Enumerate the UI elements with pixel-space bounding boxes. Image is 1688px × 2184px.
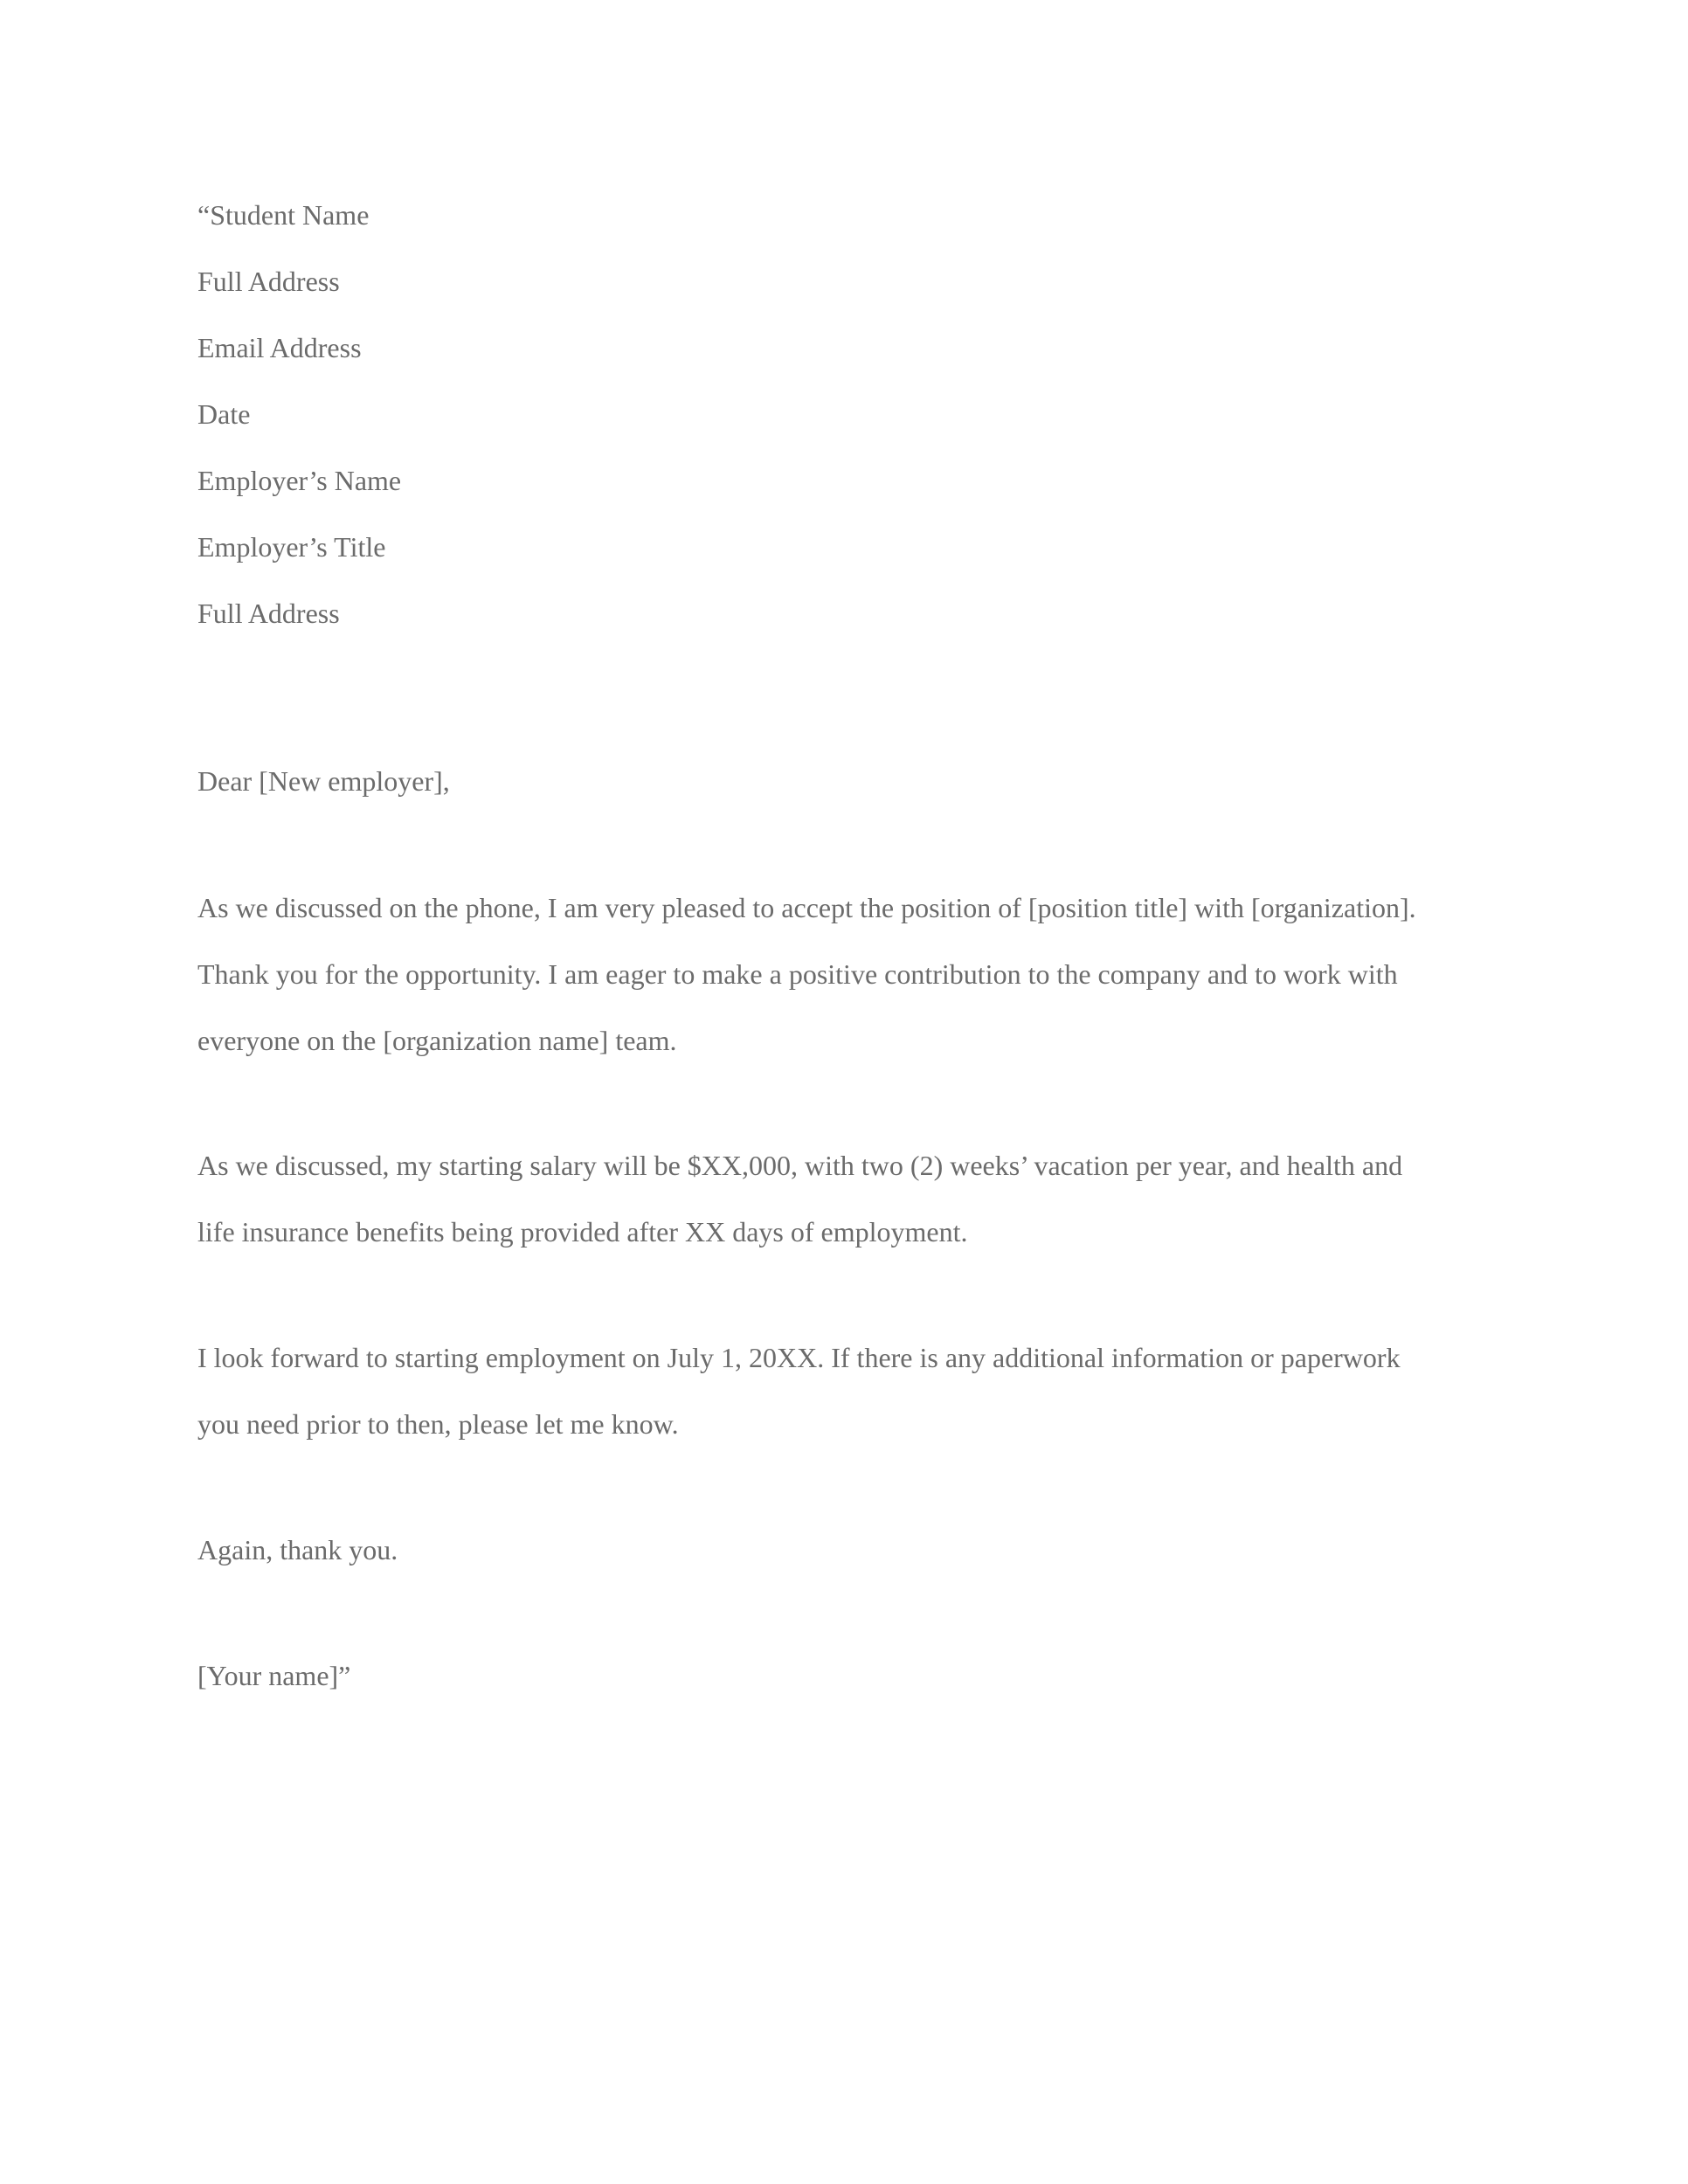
employer-title: Employer’s Title [197, 531, 386, 563]
signature: [Your name]” [197, 1660, 351, 1691]
student-name: “Student Name [197, 199, 370, 231]
employer-name: Employer’s Name [197, 465, 402, 496]
student-email: Email Address [197, 332, 362, 363]
paragraph-3-line-1: I look forward to starting employment on July 1, 20XX. If there is any additional information or paperwork [197, 1342, 1401, 1373]
paragraph-1-line-2: Thank you for the opportunity. I am eager to make a positive contribution to the company and to work with [197, 958, 1398, 990]
paragraph-3-line-2: you need prior to then, please let me know. [197, 1408, 679, 1440]
paragraph-2-line-1: As we discussed, my starting salary will be $XX,000, with two (2) weeks’ vacation per year, and health and [197, 1150, 1403, 1181]
salutation: Dear [New employer], [197, 765, 450, 797]
paragraph-1-line-3: everyone on the [organization name] team. [197, 1025, 677, 1056]
paragraph-2-line-2: life insurance benefits being provided after XX days of employment. [197, 1216, 968, 1248]
letter-date: Date [197, 398, 251, 430]
student-address: Full Address [197, 266, 340, 297]
paragraph-1-line-1: As we discussed on the phone, I am very pleased to accept the position of [position title] with [organization]. [197, 892, 1416, 923]
closing: Again, thank you. [197, 1534, 398, 1565]
employer-address: Full Address [197, 598, 340, 629]
